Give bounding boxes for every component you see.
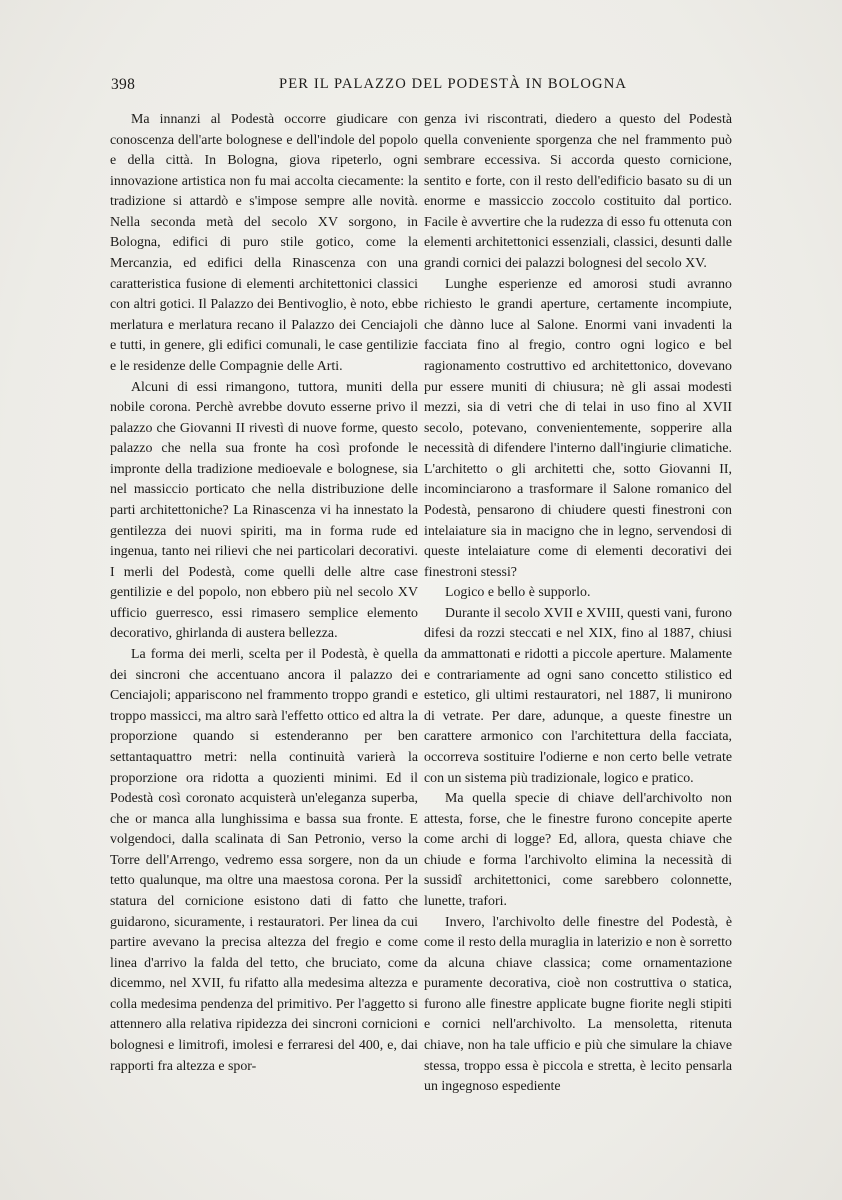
paragraph: Ma innanzi al Podestà occorre giudicare con conoscenza dell'arte bolognese e dell'indole del popolo e della città. In Bologna, giova ripeterlo, ogni innovazione artistica non fu mai accolta ciecamente: la tradizione si attardò e s'impose sempre alle novità. Nella seconda metà del secolo XV sorgono, in Bologna, edifici di puro stile gotico, come la Mercanzia, ed edifici della Rinascenza con una caratteristica fusione di elementi architettonici classici con altri gotici. Il Palazzo dei Bentivoglio, è noto, ebbe merlatura e merlatura recano il Palazzo dei Cenciajoli e tutti, in genere, gli edifici comunali, le case gentilizie e le residenze delle Compagnie delle Arti. bbox=[110, 112, 418, 374]
running-title: PER IL PALAZZO DEL PODESTÀ IN BOLOGNA bbox=[279, 76, 627, 92]
paragraph: La forma dei merli, scelta per il Podestà, è quella dei sincroni che accentuano ancora il palazzo dei Cenciajoli; appariscono nel frammento troppo grandi e troppo massicci, ma altro sarà l'effetto ottico ed altra la proporzione quando si estenderanno per ben settantaquattro metri: nella continuità varierà la proporzione ora ridotta a quozienti minimi. Ed il Podestà così coronato acquisterà un'eleganza superba, che or manca alla lunghissima e bassa sua fronte. E volgendoci, dalla scalinata di San Petronio, verso la Torre dell'Arrengo, vedremo essa sorgere, non da un tetto qualunque, ma oltre una maestosa corona. Per la statura del cornicione esistono dati di fatto che guidarono, sicuramente, i restauratori. Per linea da cui partire avevano la precisa altezza del fregio e come linea d'arrivo la falda del tetto, che bruciato, come dicemmo, nel XVII, fu rifatto alla medesima altezza e colla medesima pendenza del primitivo. Per l'aggetto si attennero alla relativa ripidezza dei sincroni cornicioni bolognesi e limitrofi, imolesi e ferraresi del 400, e, dai rapporti fra altezza e spor- bbox=[110, 647, 418, 1074]
paragraph-continued: genza ivi riscontrati, diedero a questo del Podestà quella conveniente sporgenza che nel frammento può sembrare eccessiva. Si accorda questo cornicione, sentito e forte, con il resto dell'edificio basato su di un enorme e massiccio zoccolo costituito dal portico. Facile è avvertire che la rudezza di esso fu ottenuta con elementi architettonici essenziali, classici, desunti dalle grandi cornici dei palazzi bolognesi del secolo XV. bbox=[424, 112, 732, 272]
paragraph: Durante il secolo XVII e XVIII, questi vani, furono difesi da rozzi steccati e nel XIX, fino al 1887, chiusi da ammattonati e ridotti a piccole aperture. Malamente e contrariamente ad ogni sano concetto stilistico ed estetico, gli ultimi restauratori, nel 1887, li munirono di vetrate. Per dare, adunque, a queste finestre un carattere armonico con l'architettura della facciata, occorreva sostituire l'odierne e non certo belle vetrate con un sistema più tradizionale, logico e pratico. bbox=[424, 605, 732, 786]
paragraph: Logico e bello è supporlo. bbox=[445, 585, 591, 601]
paragraph: Lunghe esperienze ed amorosi studi avranno richiesto le grandi aperture, certamente incompiute, che dànno luce al Salone. Enormi vani invadenti la facciata fino al fregio, contro ogni logico e bel ragionamento costruttivo ed architettonico, dovevano pur essere muniti di chiusura; nè gli assai modesti mezzi, sia di vetri che di telai in uso fino al XVII secolo, potevano, convenientemente, sopperire alla necessità di difendere l'interno dall'ingiurie climatiche. L'architetto o gli architetti che, sotto Giovanni II, incominciarono a trasformare il Salone romanico del Podestà, pensarono di chiudere questi finestroni con intelaiature sia in macigno che in legno, servendosi di queste intelaiature come di elementi decorativi dei finestroni stessi? bbox=[424, 276, 732, 580]
paragraph: Alcuni di essi rimangono, tuttora, muniti della nobile corona. Perchè avrebbe dovuto esserne privo il palazzo che Giovanni II rivestì di nuove forme, questo palazzo che nella sua fronte ha così profonde le impronte della tradizione medioevale e bolognese, sia nel massiccio porticato che nella distribuzione delle parti architettoniche? La Rinascenza vi ha innestato la gentilezza dei nuovi spiriti, ma in forma rude ed ingenua, tanto nei rilievi che nei particolari decorativi. I merli del Podestà, come quelli delle altre case gentilizie e del popolo, non ebbero più nel secolo XV ufficio guerresco, essi rimasero semplice elemento decorativo, ghirlanda di austera bellezza. bbox=[110, 379, 418, 642]
page-header bbox=[111, 76, 731, 98]
right-text-column bbox=[424, 110, 732, 1095]
left-text-column bbox=[110, 110, 418, 1074]
paragraph: Ma quella specie di chiave dell'archivolto non attesta, forse, che le finestre furono concepite aperte come archi di logge? Ed, allora, questa chiave che chiude e forma l'archivolto elimina la necessità di sussidî architettonici, come sarebbero colonnette, lunette, trafori. bbox=[424, 791, 732, 909]
paragraph: Invero, l'archivolto delle finestre del Podestà, è come il resto della muraglia in laterizio e non è sorretto da alcuna chiave classica; come ornamentazione puramente decorativa, cioè non costruttiva o statica, furono alle finestre applicate bugne fiorite negli stipiti e cornici nell'archivolto. La mensoletta, ritenuta chiave, non ha tale ufficio e più che simulare la chiave stessa, troppo essa è piccola e stretta, è lecito pensarla un ingegnoso espediente bbox=[424, 914, 732, 1095]
page-number: 398 bbox=[111, 76, 136, 93]
